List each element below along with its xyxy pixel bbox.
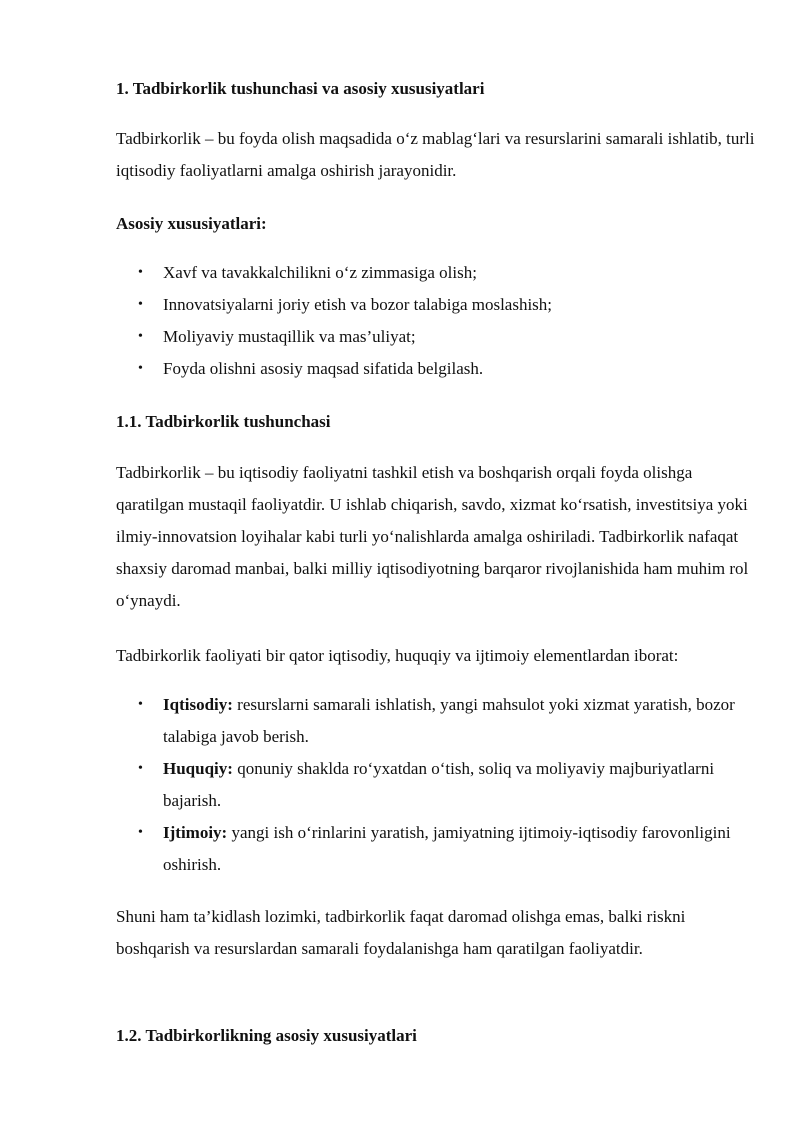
- bullet-icon: •: [138, 361, 143, 376]
- features-heading: Asosiy xususiyatlari:: [116, 214, 267, 233]
- bullet-icon: •: [138, 329, 143, 344]
- list-item: [116, 257, 756, 289]
- list-item-text: Moliyaviy mustaqillik va mas’uliyat;: [163, 327, 416, 346]
- list-item: [116, 321, 756, 353]
- list-item: [116, 353, 756, 385]
- section-1-heading: 1. Tadbirkorlik tushunchasi va asosiy xususiyatlari: [116, 79, 485, 98]
- list-item: [116, 817, 756, 881]
- bullet-icon: •: [138, 825, 143, 840]
- element-text: yangi ish o‘rinlarini yaratish, jamiyatning ijtimoiy-iqtisodiy farovonligini oshirish.: [163, 823, 731, 874]
- list-item-text: Foyda olishni asosiy maqsad sifatida belgilash.: [163, 359, 484, 378]
- list-item: [116, 689, 756, 753]
- list-item-text: Xavf va tavakkalchilikni o‘z zimmasiga olish;: [163, 263, 477, 282]
- element-term: Huquqiy:: [163, 759, 233, 778]
- section-1-1-paragraph-3: Shuni ham ta’kidlash lozimki, tadbirkorlik faqat daromad olishga emas, balki riskni boshqarish va resurslardan samarali foydalanishga ham qaratilgan faoliyatdir.: [116, 907, 686, 958]
- list-item-text: Innovatsiyalarni joriy etish va bozor talabiga moslashish;: [163, 295, 553, 314]
- features-list: [116, 257, 756, 385]
- list-item: [116, 289, 756, 321]
- section-1-1-paragraph-2: Tadbirkorlik faoliyati bir qator iqtisodiy, huquqiy va ijtimoiy elementlardan iborat:: [116, 646, 679, 665]
- list-item: [116, 753, 756, 817]
- element-term: Iqtisodiy:: [163, 695, 233, 714]
- element-text: resurslarni samarali ishlatish, yangi mahsulot yoki xizmat yaratish, bozor talabiga javob berish.: [163, 695, 735, 746]
- bullet-icon: •: [138, 265, 143, 280]
- section-1-1-paragraph-1: Tadbirkorlik – bu iqtisodiy faoliyatni tashkil etish va boshqarish orqali foyda olishga qaratilgan mustaqil faoliyatdir. U ishlab chiqarish, savdo, xizmat ko‘rsatish, investitsiya yoki ilmiy-innovatsion loyihalar kabi turli yo‘nalishlarda amalga oshiriladi. Tadbirkorlik nafaqat shaxsiy daromad manbai, balki milliy iqtisodiyotning barqaror rivojlanishida ham muhim rol o‘ynaydi.: [116, 463, 749, 610]
- element-term: Ijtimoiy:: [163, 823, 228, 842]
- section-1-2-heading: 1.2. Tadbirkorlikning asosiy xususiyatlari: [116, 1026, 417, 1045]
- elements-list: [116, 689, 756, 881]
- bullet-icon: •: [138, 761, 143, 776]
- bullet-icon: •: [138, 697, 143, 712]
- bullet-icon: •: [138, 297, 143, 312]
- section-1-intro: Tadbirkorlik – bu foyda olish maqsadida o‘z mablag‘lari va resurslarini samarali ishlatib, turli iqtisodiy faoliyatlarni amalga oshirish jarayonidir.: [116, 129, 755, 180]
- element-text: qonuniy shaklda ro‘yxatdan o‘tish, soliq va moliyaviy majburiyatlarni bajarish.: [163, 759, 715, 810]
- section-1-1-heading: 1.1. Tadbirkorlik tushunchasi: [116, 412, 331, 431]
